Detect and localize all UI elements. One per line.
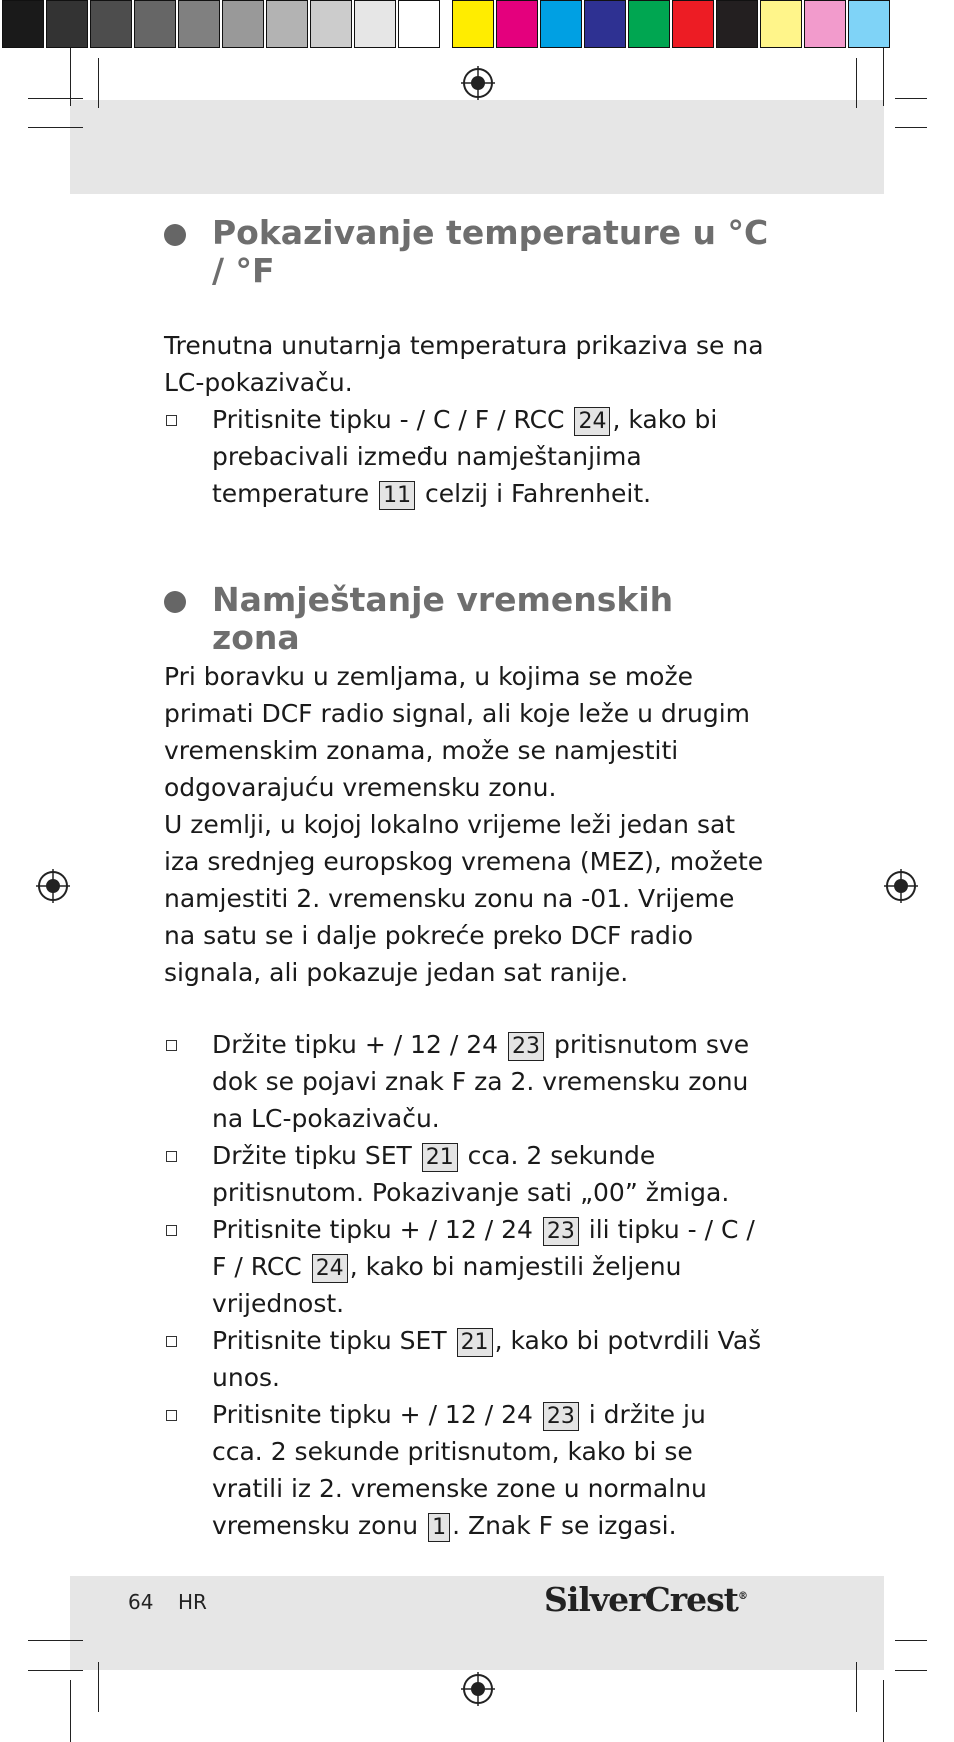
crop-mark xyxy=(895,1640,927,1641)
registration-mark-icon xyxy=(461,1672,495,1706)
list-item xyxy=(164,1211,764,1322)
step-text: Pritisnite tipku + / 12 / 24 xyxy=(212,1215,541,1244)
crop-mark xyxy=(28,127,83,128)
color-swatch xyxy=(46,0,88,48)
checkbox-icon xyxy=(166,1225,177,1236)
color-swatch xyxy=(178,0,220,48)
bullet-dot-icon xyxy=(164,591,186,613)
step-text: cca. 2 sekunde pritisnutom. Pokazivanje sati „00” žmiga. xyxy=(212,1141,730,1207)
crop-mark xyxy=(895,98,927,99)
crop-mark xyxy=(895,1670,927,1671)
instruction-list xyxy=(164,1026,764,1544)
registration-mark-icon xyxy=(36,869,70,903)
color-swatch xyxy=(452,0,494,48)
color-swatch xyxy=(584,0,626,48)
color-swatch xyxy=(496,0,538,48)
paragraph: Pri boravku u zemljama, u kojima se može primati DCF radio signal, ali koje leže u drugim vremenskim zonama, može se namjestiti odgovarajuću vremensku zonu. xyxy=(164,662,751,802)
registration-mark-icon xyxy=(884,869,918,903)
part-reference-number: 1 xyxy=(428,1513,450,1542)
crop-mark xyxy=(98,58,99,108)
step-text: ili tipku - / C / F / RCC xyxy=(212,1215,755,1281)
part-reference-number: 21 xyxy=(422,1143,458,1172)
heading-text: Pokazivanje temperature u °C / °F xyxy=(212,213,769,290)
checkbox-icon xyxy=(166,1410,177,1421)
color-swatch xyxy=(716,0,758,48)
crop-mark xyxy=(895,127,927,128)
brand-logo xyxy=(544,1580,747,1619)
crop-mark xyxy=(28,98,83,99)
list-item xyxy=(164,1137,764,1211)
part-reference-number: 24 xyxy=(312,1254,348,1283)
color-swatch xyxy=(310,0,352,48)
crop-mark xyxy=(28,1670,83,1671)
crop-mark xyxy=(70,1680,71,1742)
color-swatch xyxy=(398,0,440,48)
color-swatch xyxy=(222,0,264,48)
step-text: Pritisnite tipku + / 12 / 24 xyxy=(212,1400,541,1429)
color-swatch xyxy=(628,0,670,48)
registration-mark-icon xyxy=(461,66,495,100)
part-reference-number: 23 xyxy=(508,1032,544,1061)
color-swatch xyxy=(354,0,396,48)
checkbox-icon xyxy=(166,1336,177,1347)
bullet-dot-icon xyxy=(164,224,186,246)
header-band xyxy=(70,100,884,194)
paragraph: Trenutna unutarnja temperatura prikaziva se na LC-pokazivaču. xyxy=(164,331,764,397)
color-swatch xyxy=(804,0,846,48)
registered-mark: ® xyxy=(737,1591,747,1602)
brand-name: SilverCrest xyxy=(544,1580,738,1619)
heading-text: Namještanje vremenskih zona xyxy=(212,580,674,657)
list-item xyxy=(164,401,764,512)
step-text: , kako bi namjestili željenu vrijednost. xyxy=(212,1252,682,1318)
color-swatch xyxy=(760,0,802,48)
part-reference-number: 21 xyxy=(457,1328,493,1357)
crop-mark xyxy=(28,1640,83,1641)
part-reference-number: 11 xyxy=(379,481,415,510)
checkbox-icon xyxy=(166,1151,177,1162)
color-swatch xyxy=(134,0,176,48)
paragraph: U zemlji, u kojoj lokalno vrijeme leži jedan sat iza srednjeg europskog vremena (MEZ), možete namjestiti 2. vremensku zonu na -01. Vrijeme na satu se i dalje pokreće preko DCF radio signala, ali pokazuje jedan sat ranije. xyxy=(164,810,764,987)
step-text: Pritisnite tipku - / C / F / RCC xyxy=(212,405,573,434)
step-text: Držite tipku + / 12 / 24 xyxy=(212,1030,506,1059)
step-text: i držite ju cca. 2 sekunde pritisnutom, kako bi se vratili iz 2. vremenske zone u normalnu vremensku zonu xyxy=(212,1400,707,1540)
step-text: , kako bi potvrdili Vaš unos. xyxy=(212,1326,762,1392)
step-text: celzij i Fahrenheit. xyxy=(417,479,652,508)
section-heading-time-zones xyxy=(164,581,772,657)
color-swatch xyxy=(90,0,132,48)
language-code: HR xyxy=(178,1590,207,1614)
crop-mark xyxy=(98,1662,99,1712)
list-item xyxy=(164,1322,764,1396)
color-swatch xyxy=(848,0,890,48)
color-swatch xyxy=(2,0,44,48)
crop-mark xyxy=(856,58,857,108)
color-swatch xyxy=(266,0,308,48)
list-item xyxy=(164,1396,764,1544)
part-reference-number: 23 xyxy=(543,1217,579,1246)
color-swatch xyxy=(672,0,714,48)
checkbox-icon xyxy=(166,415,177,426)
part-reference-number: 23 xyxy=(543,1402,579,1431)
step-text: Držite tipku SET xyxy=(212,1141,420,1170)
page-number: 64 xyxy=(128,1590,154,1614)
step-text: Pritisnite tipku SET xyxy=(212,1326,455,1355)
crop-mark xyxy=(883,1680,884,1742)
checkbox-icon xyxy=(166,1040,177,1051)
step-text: pritisnutom sve dok se pojavi znak F za 2. vremensku zonu na LC-pokazivaču. xyxy=(212,1030,750,1133)
crop-mark xyxy=(856,1662,857,1712)
part-reference-number: 24 xyxy=(574,407,610,436)
color-swatch xyxy=(540,0,582,48)
step-text: , kako bi prebacivali između namještanjima temperature xyxy=(212,405,718,508)
step-text: . Znak F se izgasi. xyxy=(452,1511,677,1540)
list-item xyxy=(164,1026,764,1137)
instruction-list xyxy=(164,401,764,512)
section-heading-temperature xyxy=(164,214,772,290)
crop-mark xyxy=(883,48,884,106)
color-calibration-bar xyxy=(0,0,954,48)
